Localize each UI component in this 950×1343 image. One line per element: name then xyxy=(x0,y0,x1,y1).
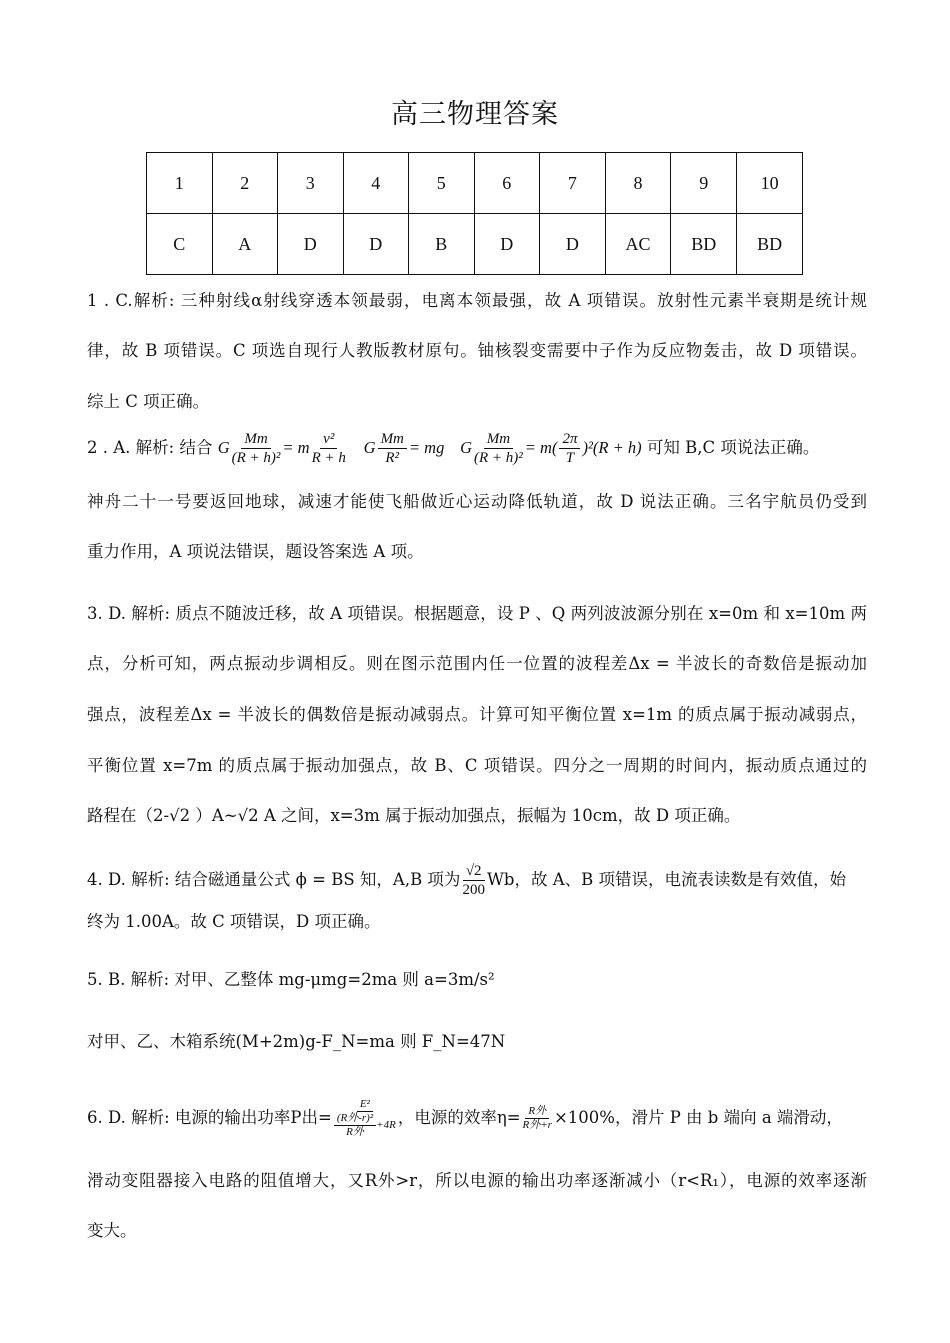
q4-suffix: Wb，故 A、B 项错误，电流表读数是有效值，始 xyxy=(486,870,846,889)
q4-line: 终为 1.00A。故 C 项错误，D 项正确。 xyxy=(87,912,381,931)
question-number-cell: 7 xyxy=(540,153,606,214)
answer-cell: D xyxy=(343,214,409,275)
q6-line: 变大。 xyxy=(87,1221,137,1240)
q3-line: 点，分析可知，两点振动步调相反。则在图示范围内任一位置的波程差Δx = 半波长的奇数倍是振动加 xyxy=(87,654,867,673)
q3-line: 平衡位置 x=7m 的质点属于振动加强点，故 B、C 项错误。四分之一周期的时间内，振动质点通过的 xyxy=(87,756,867,775)
fraction: $\frac{\text{R外}}{\text{R外+r}}$ xyxy=(522,1105,552,1131)
answer-cell: C xyxy=(147,214,213,275)
answer-cell: D xyxy=(540,214,606,275)
question-number-cell: 3 xyxy=(278,153,344,214)
q6-formula-line xyxy=(87,1090,867,1146)
fraction: $\frac{2\pi}{T}$ xyxy=(559,430,580,467)
q6-suffix: ×100%，滑片 P 由 b 端向 a 端滑动， xyxy=(553,1108,843,1127)
fraction: $\frac{√2}{200}$ xyxy=(462,863,485,898)
answer-cell: A xyxy=(212,214,278,275)
symbol: G xyxy=(460,438,472,457)
fraction: $\frac{Mm}{\text{(R + h)²}}$ xyxy=(231,431,281,466)
symbol: = m( xyxy=(524,438,558,457)
q6-prefix: 6. D. 解析: 电源的输出功率P出= xyxy=(87,1108,332,1127)
answer-table xyxy=(146,152,803,275)
q2-line: 神舟二十一号要返回地球，减速才能使飞船做近心运动降低轨道，故 D 说法正确。三名宇航员仍受到 xyxy=(87,492,867,511)
answer-cell: BD xyxy=(737,214,803,275)
question-number-cell: 1 xyxy=(147,153,213,214)
q6-mid: ，电源的效率η= xyxy=(397,1108,521,1127)
q2-suffix: 可知 B,C 项说法正确。 xyxy=(646,438,820,457)
question-number-cell: 2 xyxy=(212,153,278,214)
question-number-cell: 4 xyxy=(343,153,409,214)
question-number-cell: 6 xyxy=(474,153,540,214)
question-number-cell: 5 xyxy=(409,153,475,214)
fraction: $\frac{Mm}{\text{R²}}$ xyxy=(378,430,407,467)
q2-formula-line xyxy=(87,428,867,468)
q1-line: 综上 C 项正确。 xyxy=(87,392,210,411)
answer-cell: BD xyxy=(671,214,737,275)
q3-line: 强点，波程差Δx = 半波长的偶数倍是振动减弱点。计算可知平衡位置 x=1m 的质点属于振动减弱点， xyxy=(87,705,867,724)
question-number-cell: 8 xyxy=(605,153,671,214)
symbol: = m xyxy=(282,438,310,457)
q3-line: 路程在（2-√2 ）A~√2 A 之间，x=3m 属于振动加强点，振幅为 10cm，故 D 项正确。 xyxy=(87,806,741,825)
q2-prefix: 2 . A. 解析: 结合 xyxy=(87,438,213,457)
q4-formula-line xyxy=(87,860,867,900)
q6-line: 滑动变阻器接入电路的阻值增大，又R外>r，所以电源的输出功率逐渐减小（r<R₁），电源的效率逐渐 xyxy=(87,1171,867,1190)
answer-cell: D xyxy=(278,214,344,275)
answer-cell: D xyxy=(474,214,540,275)
fraction: $\frac{Mm}{\text{(R + h)²}}$ xyxy=(474,431,523,466)
q4-prefix: 4. D. 解析: 结合磁通量公式 ϕ = BS 知，A,B 项为 xyxy=(87,870,461,889)
answer-cell: AC xyxy=(605,214,671,275)
question-number-cell: 9 xyxy=(671,153,737,214)
question-number-cell: 10 xyxy=(737,153,803,214)
q1-line: 律，故 B 项错误。C 项选自现行人教版教材原句。铀核裂变需要中子作为反应物轰击，故 D 项错误。 xyxy=(87,341,867,360)
q1-line: 1 . C.解析: 三种射线α射线穿透本领最弱，电离本领最强，故 A 项错误。放射性元素半衰期是统计规 xyxy=(87,291,867,310)
fraction: $\frac{\text{v²}}{R + h}$ xyxy=(311,431,346,466)
page-title: 高三物理答案 xyxy=(391,99,559,130)
q5-line: 5. B. 解析: 对甲、乙整体 mg-μmg=2ma 则 a=3m/s² xyxy=(87,970,495,989)
q5-line: 对甲、乙、木箱系统(M+2m)g-F_N=ma 则 F_N=47N xyxy=(87,1032,506,1051)
q2-line: 重力作用，A 项说法错误，题设答案选 A 项。 xyxy=(87,542,424,561)
symbol: = mg xyxy=(408,438,445,457)
fraction: E² $\frac{\text{(R外-r)²}}{\text{R外}}$ +4R xyxy=(334,1098,396,1139)
symbol: G xyxy=(363,438,376,457)
q3-line: 3. D. 解析: 质点不随波迁移，故 A 项错误。根据题意，设 P 、Q 两列波波源分别在 x=0m 和 x=10m 两 xyxy=(87,604,867,623)
symbol: )²(R + h) xyxy=(582,438,642,457)
symbol: G xyxy=(217,438,230,457)
answer-cell: B xyxy=(409,214,475,275)
